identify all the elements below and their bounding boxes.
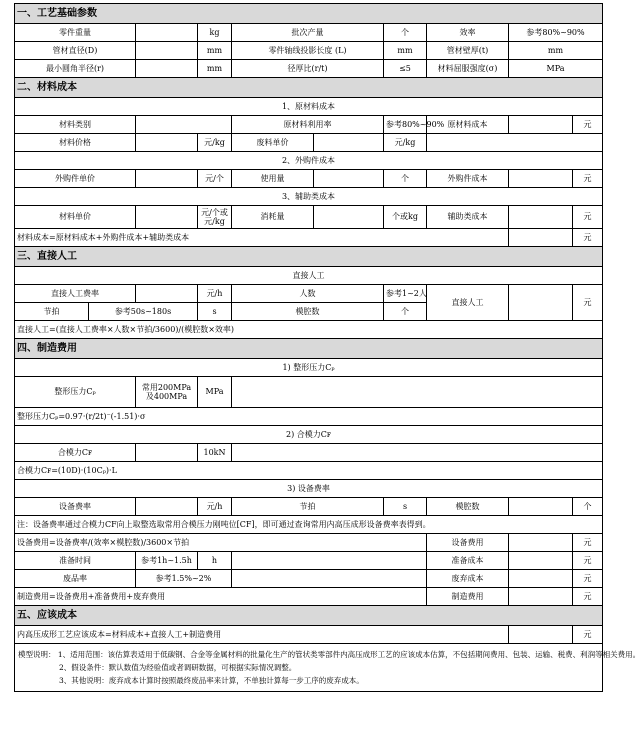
unit-ge: 个 [384,24,427,42]
label-usage: 使用量 [232,170,314,188]
input-min-radius[interactable] [136,60,198,78]
input-buy-price[interactable] [136,170,198,188]
label-scrap-price: 废料单价 [232,134,314,152]
unit-h: h [198,552,232,570]
unit-s: s [198,303,232,321]
section-2-title: 二、材料成本 [15,78,603,98]
label-shaping-pressure: 整形压力Cₚ [15,377,136,408]
label-labor-cost: 直接人工 [427,285,509,321]
sub-auxiliary: 3、辅助类成本 [15,188,603,206]
cost-table [14,3,640,692]
unit-yuan-h: 元/h [198,498,232,516]
sub-labor: 直接人工 [15,267,603,285]
label-equipment-rate: 设备费率 [15,498,136,516]
value-raw-cost [509,116,573,134]
section-4-title: 四、制造费用 [15,339,603,359]
unit-mpa: MPa [198,377,232,408]
label-cavities: 模腔数 [427,498,509,516]
label-utilization: 原材料利用率 [232,116,384,134]
unit-aux-cons: 个或kg [384,206,427,229]
label-cavities: 模腔数 [232,303,384,321]
value-buy-cost [509,170,573,188]
sub-equipment-rate: 3) 设备费率 [15,480,603,498]
unit-aux: 元/个或元/kg [198,206,232,229]
label-scrap-rate: 废品率 [15,570,136,588]
input-usage[interactable] [314,170,384,188]
label-people: 人数 [232,285,384,303]
unit-yuan-kg: 元/kg [198,134,232,152]
label-aux-price: 材料单价 [15,206,136,229]
ref-scrap-rate: 参考1.5%~2% [136,570,232,588]
empty-cell [232,444,603,462]
input-scrap-price[interactable] [314,134,384,152]
unit-yuan: 元 [573,534,603,552]
unit-yuan-kg: 元/kg [384,134,427,152]
input-tube-diameter[interactable] [136,42,198,60]
input-labor-rate[interactable] [136,285,198,303]
value-equipment-cost [509,534,573,552]
input-part-weight[interactable] [136,24,198,42]
unit-mm: mm [198,60,232,78]
empty-cell [232,552,427,570]
model-notes [15,644,640,692]
input-consumption[interactable] [314,206,384,229]
unit-yuan: 元 [573,285,603,321]
label-batch: 批次产量 [232,24,384,42]
label-buy-cost: 外购件成本 [427,170,509,188]
input-equipment-rate[interactable] [136,498,198,516]
section-1-title: 一、工艺基础参数 [15,4,603,24]
formula-should-cost: 内高压成形工艺应该成本=材料成本+直接人工+制造费用 [15,626,509,644]
ref-utilization: 参考80%~90% [384,116,427,134]
formula-shaping-pressure: 整形压力Cₚ=0.97·(r/2t)⁻(-1.51)·σ [15,408,603,426]
label-scrap-cost: 废弃成本 [427,570,509,588]
value-material-cost [509,229,573,247]
empty-cell [427,134,603,152]
input-aux-price[interactable] [136,206,198,229]
sub-purchased: 2、外购件成本 [15,152,603,170]
unit-mpa: MPa [509,60,603,78]
unit-mm: mm [509,42,603,60]
note-3: 3、其他说明：废弃成本计算时按照最终废品率来计算，不单独计算每一步工序的废弃成本。 [59,676,364,685]
label-prep-time: 准备时间 [15,552,136,570]
label-takt: 节拍 [232,498,384,516]
section-3-title: 三、直接人工 [15,247,603,267]
formula-material: 材料成本=原材料成本+外购件成本+辅助类成本 [15,229,509,247]
label-labor-rate: 直接人工费率 [15,285,136,303]
label-manufacturing-cost: 制造费用 [427,588,509,606]
unit-yuan-h: 元/h [198,285,232,303]
unit-yuan: 元 [573,552,603,570]
label-efficiency: 效率 [427,24,509,42]
label-prep-cost: 准备成本 [427,552,509,570]
unit-ge: 个 [384,303,427,321]
unit-mm: mm [198,42,232,60]
unit-yuan: 元 [573,116,603,134]
unit-s: s [384,498,427,516]
label-min-radius: 最小圆角半径(r) [15,60,136,78]
ref-efficiency: 参考80%~90% [509,24,603,42]
section-5-title: 五、应该成本 [15,606,603,626]
formula-clamp-force: 合模力Cꜰ=(10D)·(10Cₚ)·L [15,462,603,480]
value-aux-cost [509,206,573,229]
empty-cell [232,377,603,408]
empty-cell [232,570,427,588]
value-should-cost [509,626,573,644]
label-yield: 材料屈服强度(σ) [427,60,509,78]
ref-people: 参考1~2人 [384,285,427,303]
sub-raw-material: 1、原材料成本 [15,98,603,116]
label-aux-cost: 辅助类成本 [427,206,509,229]
formula-manufacturing: 制造费用=设备费用+准备费用+废弃费用 [15,588,427,606]
ref-prep-time: 参考1h~1.5h [136,552,198,570]
label-part-weight: 零件重量 [15,24,136,42]
label-axis-length: 零件轴线投影长度 (L) [232,42,384,60]
unit-yuan: 元 [573,229,603,247]
unit-kg: kg [198,24,232,42]
input-cavities[interactable] [509,498,573,516]
label-consumption: 消耗量 [232,206,314,229]
label-wall: 管材壁厚(t) [427,42,509,60]
unit-10kn: 10kN [198,444,232,462]
label-mat-price: 材料价格 [15,134,136,152]
unit-yuan: 元 [573,206,603,229]
label-tube-diameter: 管材直径(D) [15,42,136,60]
formula-labor: 直接人工=(直接人工费率×人数×节拍/3600)/(模腔数×效率) [15,321,603,339]
sub-clamp-force: 2) 合模力Cꜰ [15,426,603,444]
unit-yuan: 元 [573,626,603,644]
unit-mm: mm [384,42,427,60]
label-takt: 节拍 [15,303,89,321]
ref-takt: 参考50s~180s [89,303,198,321]
note-equipment-rate: 注：设备费率通过合模力CF向上取整选取常用合模压力刚吨位[CF]，即可通过查询常用内高压成形设备费率表得到。 [15,516,603,534]
input-mat-type[interactable] [136,116,232,134]
unit-ge: 个 [573,498,603,516]
label-clamp-force: 合模力Cꜰ [15,444,136,462]
note-1: 模型说明： 1、适用范围：该估算表适用于低碳钢、合金等金属材料的批量化生产的管状类零部件内高压成形工艺的应该成本估算，不包括期间费用、包装、运输、税费、利润等相关费用。 [18,650,640,659]
unit-ge: 个 [384,170,427,188]
unit-yuan-ge: 元/个 [198,170,232,188]
label-ratio: 径厚比(r/t) [232,60,384,78]
ref-shaping-pressure: 常用200MPa 及400MPa [136,377,198,408]
value-clamp-force [136,444,198,462]
cost-sheet [14,3,640,692]
unit-yuan: 元 [573,588,603,606]
value-scrap-cost [509,570,573,588]
value-prep-cost [509,552,573,570]
note-2: 2、假设条件：默认数值为经验值或者调研数据，可根据实际情况调整。 [59,663,297,672]
unit-yuan: 元 [573,570,603,588]
label-equipment-cost: 设备费用 [427,534,509,552]
ref-ratio: ≤5 [384,60,427,78]
label-mat-type: 材料类别 [15,116,136,134]
label-buy-price: 外购件单价 [15,170,136,188]
value-labor-cost [509,285,573,321]
input-mat-price[interactable] [136,134,198,152]
value-manufacturing-cost [509,588,573,606]
label-raw-cost: 原材料成本 [427,116,509,134]
formula-equipment-cost: 设备费用=设备费率/(效率×模腔数)/3600×节拍 [15,534,427,552]
unit-yuan: 元 [573,170,603,188]
sub-shaping-pressure: 1) 整形压力Cₚ [15,359,603,377]
